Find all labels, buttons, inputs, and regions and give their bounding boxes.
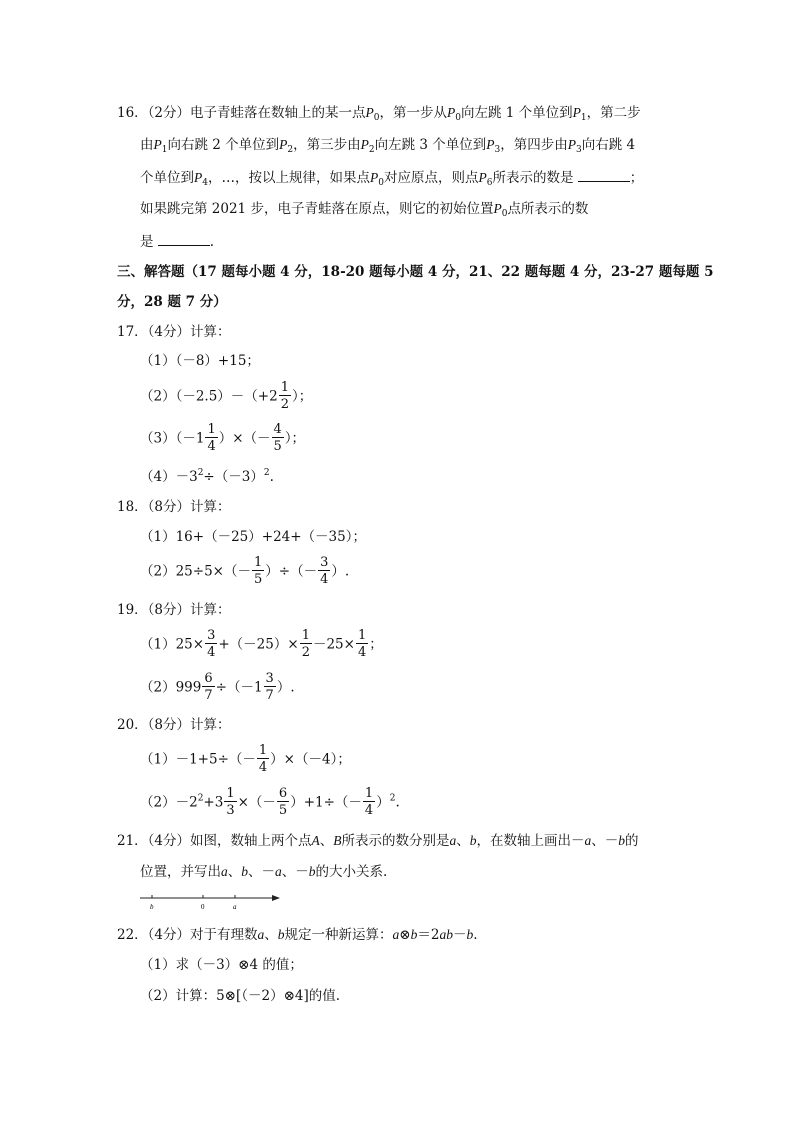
- answer-blank[interactable]: [578, 170, 630, 182]
- var-p: P: [194, 170, 203, 185]
- var-p: P: [486, 137, 495, 152]
- q16-text: 对应原点，则点: [383, 170, 479, 186]
- expr: （2）－2: [140, 794, 198, 811]
- sub: 3: [576, 145, 582, 155]
- q16-text: ；: [629, 170, 644, 186]
- var-p: P: [447, 105, 456, 120]
- expr: ）: [376, 794, 390, 811]
- var: b: [469, 833, 477, 848]
- var: b: [466, 927, 474, 942]
- sub: 6: [486, 178, 493, 188]
- numerator: 1: [280, 380, 289, 395]
- q17-part-2: [140, 382, 312, 412]
- sub: 0: [501, 209, 508, 219]
- var: B: [333, 833, 342, 848]
- q21-text: ，在数轴上画出－: [476, 833, 585, 849]
- var-p: P: [279, 137, 288, 152]
- q16-text: 向右跳 4: [581, 137, 636, 153]
- q16-text: ，…，按以上规律，如果点: [207, 170, 370, 186]
- question-number: 16．: [117, 105, 148, 121]
- numerator: 1: [364, 786, 374, 801]
- fraction: [257, 744, 269, 774]
- fraction: [318, 556, 330, 586]
- q17-part-3: [140, 424, 305, 454]
- exponent: 2: [263, 468, 270, 478]
- q21-text: 所表示的数分别是: [341, 833, 450, 849]
- expr: ）.: [276, 679, 295, 696]
- expr: ×（－: [237, 794, 276, 811]
- var-p: P: [572, 105, 581, 120]
- q16-line-3: [140, 170, 643, 188]
- q22-line-1: [117, 928, 477, 943]
- section-heading: 三、解答题（17 题每小题 4 分，18-20 题每小题 4 分，21、22 题每题 4 分，23-27 题每题 5: [117, 264, 714, 280]
- q16-text: .: [209, 234, 215, 250]
- denominator: 4: [207, 645, 216, 660]
- var: a: [257, 927, 265, 942]
- var: b: [277, 927, 285, 942]
- q16-line-4: [140, 202, 588, 219]
- var-p: P: [360, 137, 369, 152]
- numerator: 6: [278, 786, 288, 801]
- operation: a⊗b: [392, 927, 418, 942]
- axis-arrow-icon: [272, 895, 280, 901]
- denominator: 4: [258, 760, 268, 775]
- numerator: 1: [357, 628, 367, 643]
- expr: （1）－1+5÷（－: [140, 751, 256, 768]
- numerator: 4: [273, 422, 282, 437]
- q22-text: .: [473, 927, 478, 943]
- q16-text: 由: [140, 137, 154, 153]
- expr: ）；: [284, 430, 306, 447]
- fraction: [202, 672, 214, 702]
- numerator: 3: [265, 671, 274, 686]
- var-p: P: [493, 201, 502, 216]
- label-b: b: [150, 903, 154, 911]
- exponent: 2: [389, 793, 396, 804]
- expr: ；: [369, 636, 383, 653]
- q17-part-1: （1）（－8）+15；: [140, 353, 260, 369]
- denominator: 4: [207, 439, 216, 454]
- expr: （1）25×: [140, 636, 205, 653]
- denominator: 2: [301, 645, 310, 660]
- fraction: [252, 556, 264, 586]
- fraction: [264, 672, 276, 702]
- numerator: 6: [204, 671, 213, 686]
- sub: 0: [455, 113, 461, 123]
- q21-text: 位置，并写出: [140, 864, 221, 880]
- q16-text: 如果跳完第 2021 步，电子青蛙落在原点，则它的初始位置: [140, 201, 494, 217]
- expr: ）×（－: [218, 430, 271, 447]
- section-heading-cont: 分，28 题 7 分）: [117, 294, 227, 310]
- q20-part-2: [140, 788, 400, 818]
- fraction: [356, 629, 368, 659]
- q22-text: 、: [264, 927, 278, 943]
- expr: ）.: [331, 563, 350, 580]
- q16-text: 向左跳 1 个单位到: [461, 105, 573, 121]
- numerator: 1: [253, 555, 263, 570]
- q16-text: 向右跳 2 个单位到: [167, 137, 280, 153]
- var: a: [449, 833, 457, 848]
- var: a: [275, 864, 282, 879]
- numerator: 1: [258, 743, 268, 758]
- expr: －25×: [312, 636, 355, 653]
- fraction: [277, 787, 289, 817]
- q21-text: 、－: [248, 864, 275, 880]
- q16-text: ，第二步: [586, 105, 641, 121]
- q18-part-1: （1）16+（－25）+24+（－35）；: [140, 529, 366, 545]
- q18-head: 18．（8分）计算：: [117, 499, 231, 515]
- var: a: [221, 864, 228, 879]
- sub: 0: [373, 113, 380, 123]
- var: A: [311, 833, 320, 848]
- fraction: [205, 629, 217, 659]
- var: b: [241, 864, 248, 879]
- numerator: 1: [207, 422, 216, 437]
- q16-text: 点所表示的数: [507, 201, 589, 217]
- expr: ）+1÷（－: [290, 794, 362, 811]
- expr: ）；: [292, 388, 313, 405]
- numerator: 1: [226, 786, 235, 801]
- var-p: P: [365, 105, 374, 120]
- q21-text: 的: [625, 833, 639, 849]
- q17-part-4: [140, 469, 274, 485]
- expr: ÷（－1: [215, 679, 263, 696]
- expr: （2）999: [140, 679, 202, 696]
- q18-part-2: [140, 557, 349, 587]
- q16-line-2: [140, 138, 635, 155]
- q21-text: 、: [456, 833, 470, 849]
- q22-text: ＝2: [417, 927, 440, 943]
- q16-text: ，第一步从: [379, 105, 448, 121]
- sub: 2: [287, 145, 294, 155]
- expr: ÷（－3）: [203, 469, 264, 485]
- score: （2分）: [147, 105, 191, 121]
- denominator: 5: [278, 803, 288, 818]
- q20-head: 20．（8分）计算：: [117, 717, 231, 733]
- denominator: 5: [273, 439, 282, 454]
- q19-part-2: [140, 673, 295, 703]
- numerator: 3: [320, 555, 329, 570]
- q21-text: 、－: [281, 864, 309, 880]
- fraction: [224, 787, 236, 817]
- var-p: P: [369, 170, 379, 185]
- numerator: 3: [207, 628, 216, 643]
- sub: 3: [494, 145, 501, 155]
- sub: 0: [378, 178, 384, 188]
- q21-text: 、: [319, 833, 334, 849]
- label-a: a: [233, 903, 237, 911]
- var: a: [584, 833, 592, 848]
- denominator: 4: [320, 572, 329, 587]
- number-line-figure: [140, 888, 280, 916]
- denominator: 7: [265, 688, 274, 703]
- q16-text: 是: [140, 234, 154, 250]
- var-p: P: [153, 137, 162, 152]
- sub: 1: [580, 113, 587, 123]
- denominator: 5: [253, 572, 263, 587]
- q16-text: ，第四步由: [500, 137, 568, 153]
- fraction: [363, 787, 375, 817]
- q16-line-1: [117, 106, 641, 123]
- expr: （2）（－2.5）－（+2: [140, 388, 278, 405]
- q16-text: 所表示的数是: [492, 170, 574, 186]
- denominator: 7: [204, 688, 213, 703]
- denominator: 4: [364, 803, 374, 818]
- var: ab: [439, 927, 453, 942]
- q21-text: 、: [227, 864, 242, 880]
- var-p: P: [567, 137, 577, 152]
- fraction: [279, 381, 291, 411]
- sub: 1: [161, 145, 168, 155]
- q16-text: ，第三步由: [293, 137, 361, 153]
- var-p: P: [478, 170, 487, 185]
- q16-text: 电子青蛙落在数轴上的某一点: [190, 105, 366, 121]
- q21-line-2: [140, 865, 387, 880]
- q20-part-1: [140, 745, 351, 775]
- expr: （3）（－1: [140, 430, 205, 447]
- q19-part-1: [140, 630, 383, 660]
- q22-text: －: [452, 927, 467, 943]
- fraction: [300, 629, 312, 659]
- q22-text: 22．（4分）对于有理数: [117, 927, 258, 943]
- q21-text: 、－: [591, 833, 619, 849]
- expr: .: [269, 469, 274, 485]
- q21-line-1: [117, 834, 639, 849]
- q21-text: 21．（4分）如图，数轴上两个点: [117, 833, 312, 849]
- expr: +（－25）×: [218, 636, 299, 653]
- expr: （4）－3: [140, 469, 198, 485]
- q22-part-1: （1）求（－3）⊗4 的值；: [140, 957, 303, 973]
- q19-head: 19．（8分）计算：: [117, 602, 231, 618]
- q22-text: 规定一种新运算：: [284, 927, 393, 943]
- q22-part-2: （2）计算：5⊗[（－2）⊗4]的值.: [140, 988, 341, 1004]
- denominator: 3: [226, 803, 235, 818]
- q21-text: 的大小关系.: [315, 864, 388, 880]
- q17-head: 17．（4分）计算：: [117, 324, 231, 340]
- fraction: [272, 423, 284, 453]
- answer-blank[interactable]: [158, 234, 210, 246]
- label-0: 0: [201, 903, 205, 911]
- expr: （2）25÷5×（－: [140, 563, 251, 580]
- expr: ）÷（－: [265, 563, 318, 580]
- expr: .: [395, 794, 400, 811]
- q16-text: 个单位到: [140, 170, 194, 186]
- sub: 4: [202, 178, 208, 188]
- expr: ）×（－4）；: [270, 751, 351, 768]
- exponent: 2: [197, 793, 204, 804]
- sub: 2: [368, 145, 375, 155]
- var: b: [308, 864, 316, 879]
- q16-line-5: [140, 234, 214, 250]
- denominator: 2: [280, 397, 289, 412]
- var: b: [618, 833, 626, 848]
- expr: +3: [203, 794, 224, 811]
- numerator: 1: [301, 628, 310, 643]
- denominator: 4: [357, 645, 367, 660]
- exponent: 2: [197, 468, 204, 478]
- fraction: [205, 423, 217, 453]
- q16-text: 向左跳 3 个单位到: [374, 137, 487, 153]
